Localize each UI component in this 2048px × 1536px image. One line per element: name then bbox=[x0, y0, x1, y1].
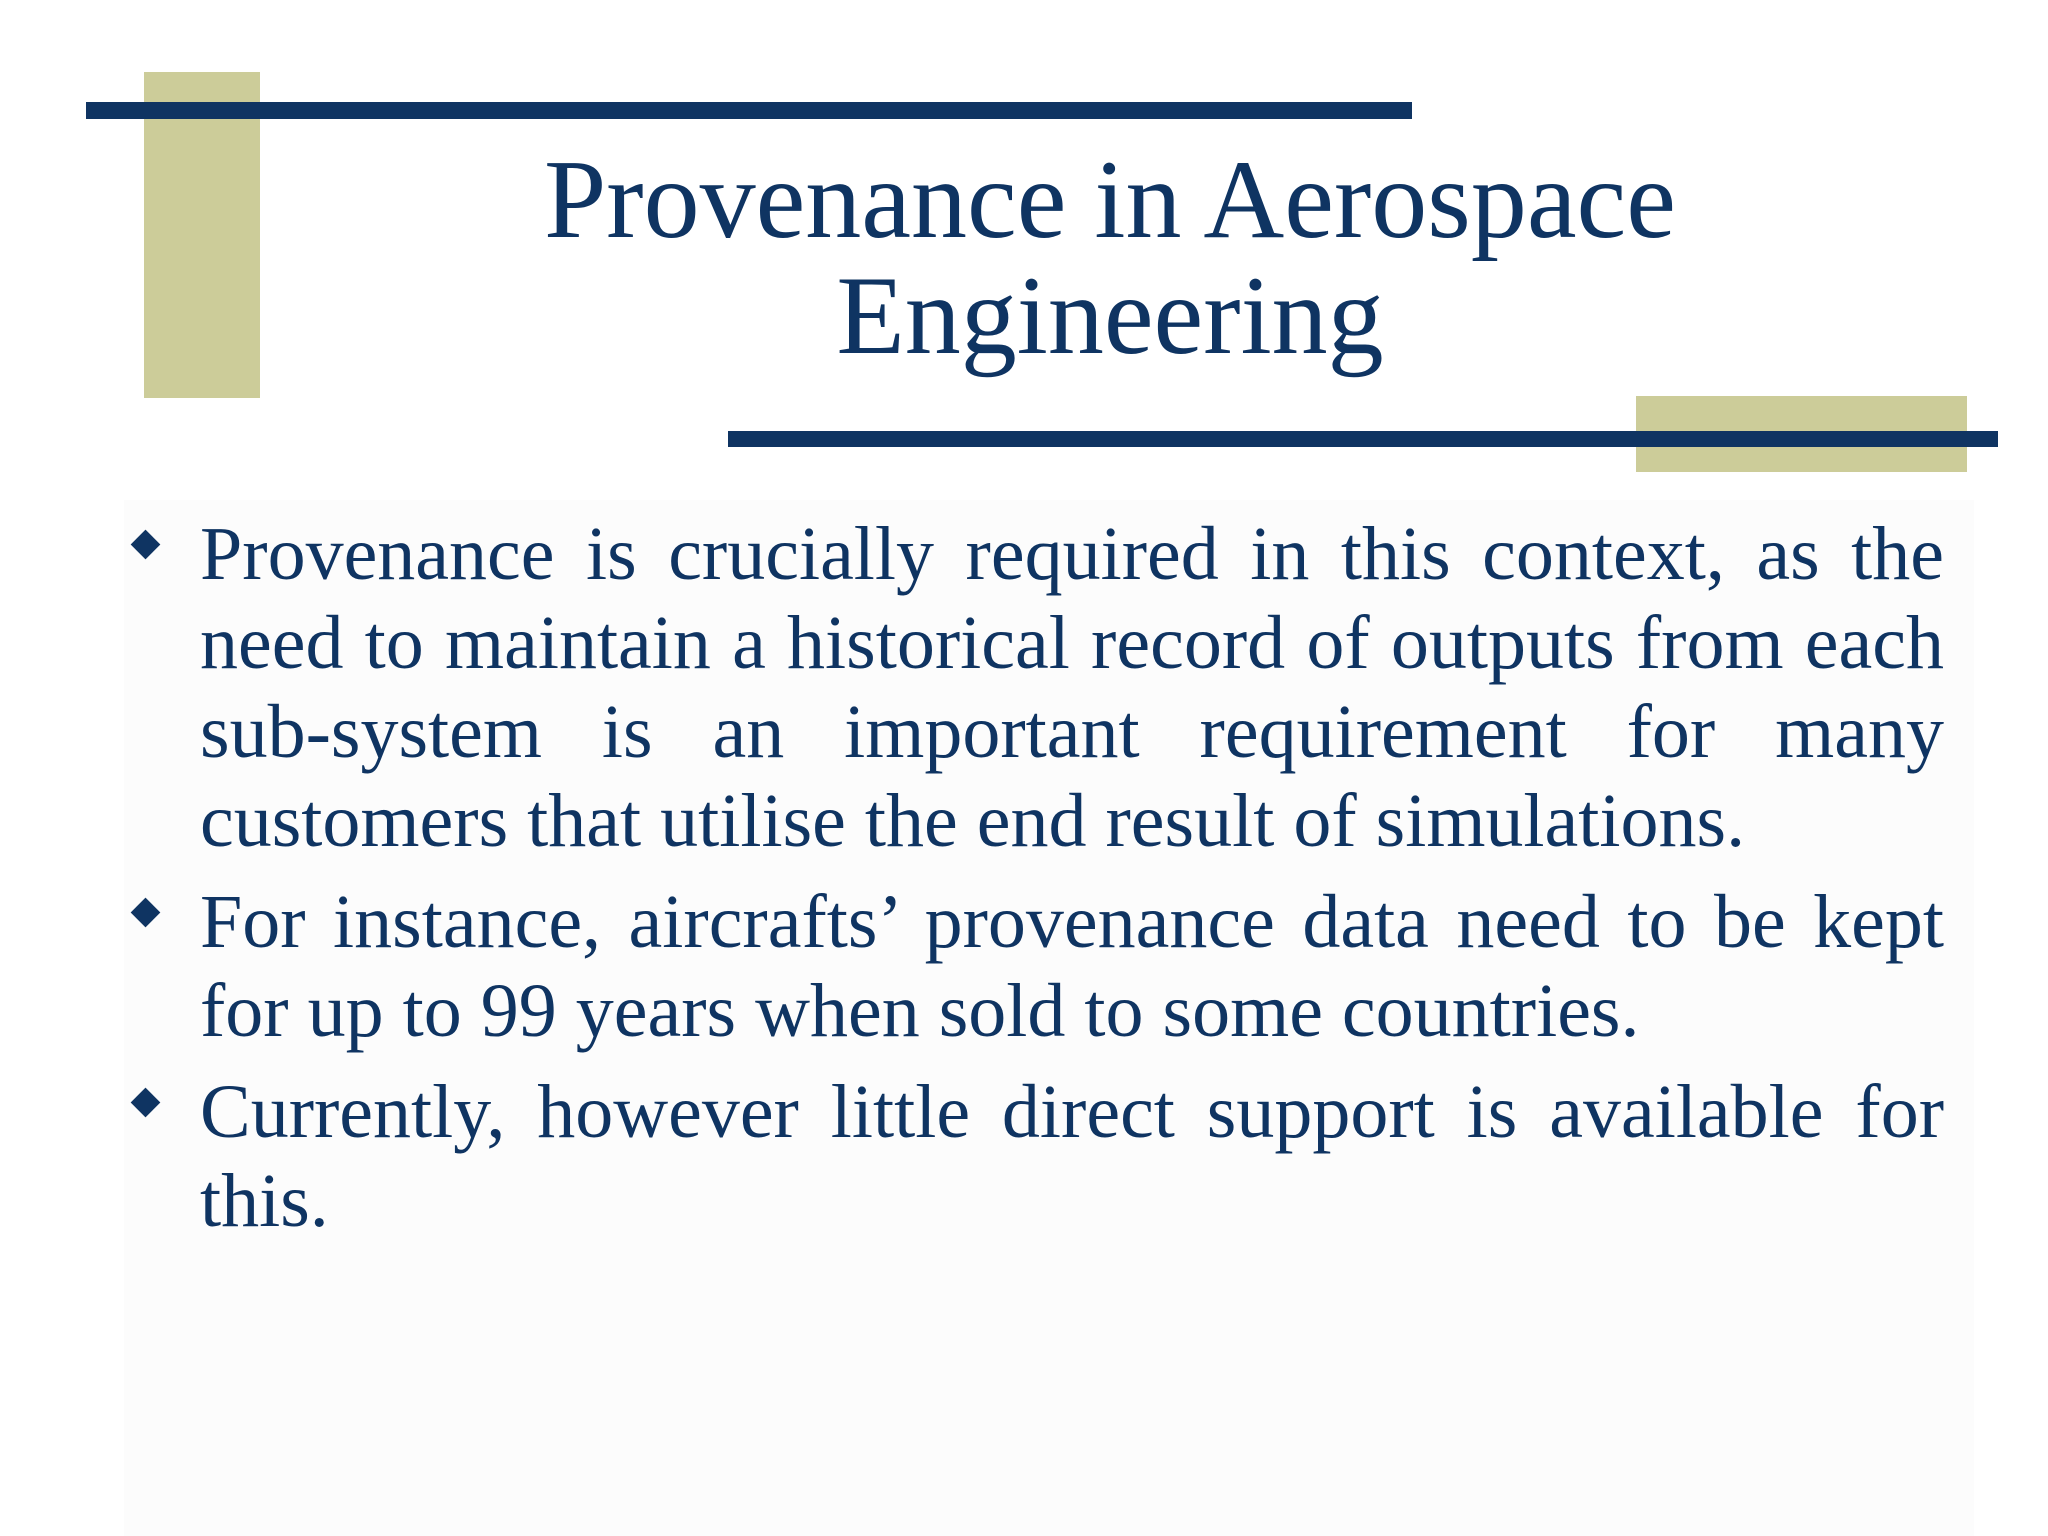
bullet-list bbox=[200, 510, 1944, 1258]
bullet-text: Provenance is crucially required in this context, as the need to maintain a historical record of outputs from each sub-system is an important requirement for many customers that utilise the end result of simulations. bbox=[200, 512, 1944, 863]
bullet-item bbox=[200, 1068, 1944, 1246]
bullet-item bbox=[200, 510, 1944, 866]
top-title-rule bbox=[86, 102, 1412, 119]
bullet-item bbox=[200, 878, 1944, 1056]
left-accent-block bbox=[144, 72, 260, 398]
bottom-title-rule bbox=[728, 431, 1998, 447]
slide-title-line-2: Engineering bbox=[836, 254, 1384, 378]
slide-title bbox=[330, 138, 1890, 378]
bullet-text: Currently, however little direct support is available for this. bbox=[200, 1070, 1944, 1243]
slide-title-line-1: Provenance in Aerospace bbox=[544, 138, 1676, 262]
bullet-text: For instance, aircrafts’ provenance data need to be kept for up to 99 years when sold to some countries. bbox=[200, 880, 1944, 1053]
